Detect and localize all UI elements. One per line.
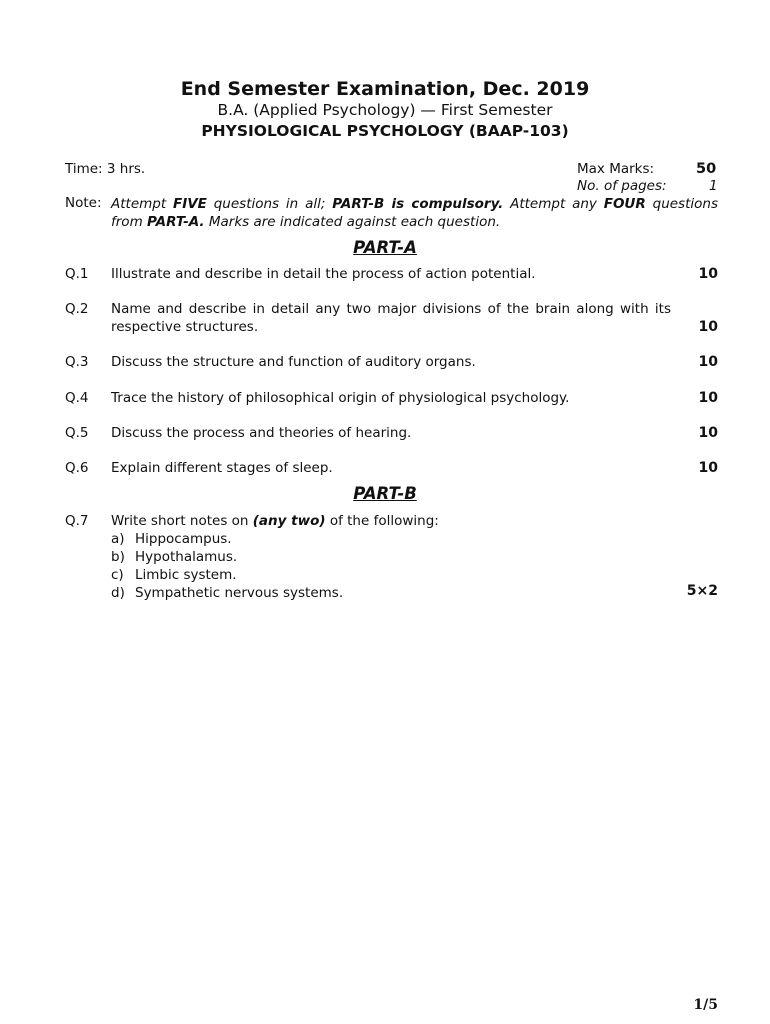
paper-title: PHYSIOLOGICAL PSYCHOLOGY (BAAP-103): [201, 122, 569, 140]
sub-question-list: [111, 530, 343, 602]
question-number: Q.5: [65, 425, 89, 441]
note-label: Note:: [65, 195, 102, 211]
question-marks: 5×2: [686, 583, 718, 599]
sub-question: [111, 566, 343, 584]
part-b-heading: PART-B: [353, 484, 417, 503]
question-text: Explain different stages of sleep.: [111, 460, 333, 476]
max-marks-label: Max Marks:: [577, 161, 655, 177]
note-text: [111, 195, 718, 231]
question-number: Q.4: [65, 390, 89, 406]
max-marks-value: 50: [696, 161, 717, 177]
sub-question-text: Sympathetic nervous systems.: [135, 585, 344, 601]
sub-question-letter: c): [111, 567, 124, 583]
note-segment: Attempt: [111, 196, 173, 212]
question-text: [111, 512, 718, 530]
sub-question: [111, 530, 343, 548]
pages-value: 1: [709, 178, 718, 194]
question-marks: 10: [698, 319, 718, 335]
page-number: 1/5: [693, 997, 718, 1013]
time-allowed: Time: 3 hrs.: [65, 161, 146, 177]
question-number: Q.6: [65, 460, 89, 476]
note-segment: Attempt any: [503, 196, 604, 212]
question-marks: 10: [698, 425, 718, 441]
question-text: Name and describe in detail any two major divisions of the brain along with its respective structures.: [111, 301, 671, 335]
sub-question-letter: d): [111, 585, 125, 601]
question-text-segment: of the following:: [325, 513, 439, 529]
sub-question-text: Limbic system.: [135, 567, 237, 583]
note-segment: Marks are indicated against each question.: [204, 214, 501, 230]
question-marks: 10: [698, 266, 718, 282]
question-number: Q.7: [65, 513, 89, 529]
sub-question-letter: b): [111, 549, 125, 565]
question-number: Q.1: [65, 266, 89, 282]
note-emphasis: PART-A.: [147, 214, 205, 230]
question-marks: 10: [698, 390, 718, 406]
sub-question: [111, 584, 343, 602]
question-text-segment: Write short notes on: [111, 513, 253, 529]
sub-question-text: Hypothalamus.: [135, 549, 238, 565]
note-segment: questions in all;: [206, 196, 333, 212]
note-segment: questions from: [111, 196, 718, 230]
note-emphasis: PART-B is compulsory.: [332, 196, 504, 212]
note-emphasis: FOUR: [603, 196, 646, 212]
question-text: Illustrate and describe in detail the process of action potential.: [111, 266, 536, 282]
sub-question: [111, 548, 343, 566]
program-line: B.A. (Applied Psychology) — First Semester: [217, 101, 553, 119]
question-number: Q.2: [65, 301, 89, 317]
question-text: Trace the history of philosophical origin of physiological psychology.: [111, 390, 570, 406]
question-7: [0, 512, 770, 608]
pages-label: No. of pages:: [577, 178, 667, 194]
question-marks: 10: [698, 460, 718, 476]
sub-question-text: Hippocampus.: [135, 531, 232, 547]
question-emphasis: (any two): [252, 513, 326, 529]
question-number: Q.3: [65, 354, 89, 370]
sub-question-letter: a): [111, 531, 125, 547]
note-emphasis: FIVE: [172, 196, 207, 212]
question-text: Discuss the structure and function of auditory organs.: [111, 354, 476, 370]
part-a-heading: PART-A: [353, 238, 417, 257]
exam-title: End Semester Examination, Dec. 2019: [180, 78, 590, 100]
question-marks: 10: [698, 354, 718, 370]
question-text: Discuss the process and theories of hearing.: [111, 425, 412, 441]
